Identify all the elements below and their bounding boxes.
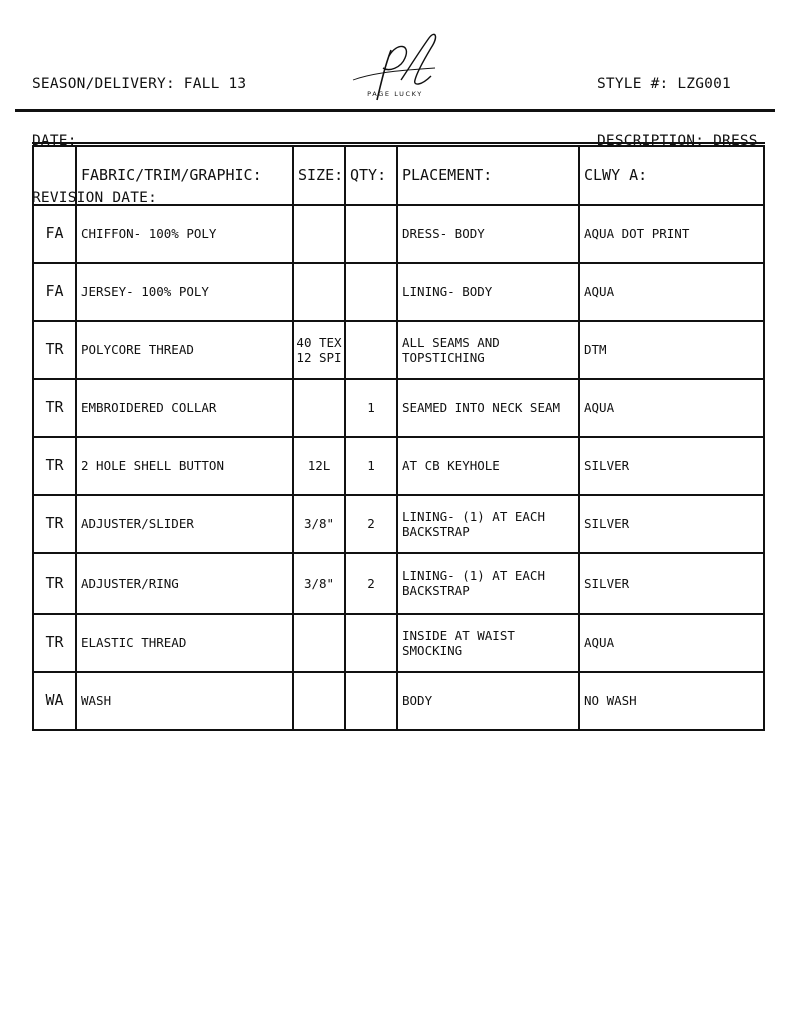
row-qty: 1 xyxy=(345,437,397,495)
row-qty xyxy=(345,263,397,321)
row-item: WASH xyxy=(76,672,293,730)
table-header-row xyxy=(33,145,764,205)
season-delivery: SEASON/DELIVERY: FALL 13 xyxy=(32,76,247,92)
row-item: POLYCORE THREAD xyxy=(76,321,293,379)
row-code: TR xyxy=(33,379,76,437)
bom-table xyxy=(32,142,765,731)
row-code: TR xyxy=(33,437,76,495)
table-row xyxy=(33,205,764,263)
column-header-size: SIZE: xyxy=(293,145,345,205)
row-clwy: AQUA xyxy=(579,614,764,672)
row-size xyxy=(293,379,345,437)
row-size: 3/8" xyxy=(293,553,345,614)
row-code: TR xyxy=(33,495,76,553)
row-code: TR xyxy=(33,553,76,614)
row-qty: 2 xyxy=(345,495,397,553)
revision-date-field: REVISION DATE: xyxy=(32,190,158,206)
table-row xyxy=(33,437,764,495)
row-item: 2 HOLE SHELL BUTTON xyxy=(76,437,293,495)
row-placement: AT CB KEYHOLE xyxy=(397,437,579,495)
column-header-code xyxy=(33,145,76,205)
row-size xyxy=(293,614,345,672)
row-size: 12L xyxy=(293,437,345,495)
row-clwy: SILVER xyxy=(579,437,764,495)
row-item: CHIFFON- 100% POLY xyxy=(76,205,293,263)
table-row xyxy=(33,614,764,672)
row-clwy: SILVER xyxy=(579,495,764,553)
row-code: FA xyxy=(33,263,76,321)
column-header-qty: QTY: xyxy=(345,145,397,205)
row-placement: DRESS- BODY xyxy=(397,205,579,263)
row-clwy: DTM xyxy=(579,321,764,379)
row-qty xyxy=(345,321,397,379)
column-header-clwy: CLWY A: xyxy=(579,145,764,205)
table-row xyxy=(33,321,764,379)
row-size xyxy=(293,263,345,321)
table-row xyxy=(33,263,764,321)
table-row xyxy=(33,672,764,730)
row-placement: ALL SEAMS AND TOPSTICHING xyxy=(397,321,579,379)
header-divider xyxy=(15,109,775,112)
logo-wordmark: PAGE LUCKY xyxy=(367,90,423,98)
date-field: DATE: xyxy=(32,133,77,149)
row-clwy: AQUA DOT PRINT xyxy=(579,205,764,263)
row-item: ADJUSTER/RING xyxy=(76,553,293,614)
column-header-fabric: FABRIC/TRIM/GRAPHIC: xyxy=(76,145,293,205)
row-placement: LINING- (1) AT EACH BACKSTRAP xyxy=(397,495,579,553)
row-placement: INSIDE AT WAIST SMOCKING xyxy=(397,614,579,672)
description: DESCRIPTION: DRESS xyxy=(597,133,758,149)
row-code: WA xyxy=(33,672,76,730)
row-placement: BODY xyxy=(397,672,579,730)
row-item: JERSEY- 100% POLY xyxy=(76,263,293,321)
row-item: EMBROIDERED COLLAR xyxy=(76,379,293,437)
column-header-placement: PLACEMENT: xyxy=(397,145,579,205)
row-item: ELASTIC THREAD xyxy=(76,614,293,672)
row-item: ADJUSTER/SLIDER xyxy=(76,495,293,553)
table-row xyxy=(33,553,764,614)
table-body xyxy=(33,205,764,730)
row-qty xyxy=(345,614,397,672)
table-row xyxy=(33,379,764,437)
row-size: 3/8" xyxy=(293,495,345,553)
row-placement: SEAMED INTO NECK SEAM xyxy=(397,379,579,437)
row-size xyxy=(293,205,345,263)
row-clwy: AQUA xyxy=(579,379,764,437)
row-qty: 1 xyxy=(345,379,397,437)
table-row xyxy=(33,495,764,553)
row-qty xyxy=(345,672,397,730)
row-code: FA xyxy=(33,205,76,263)
row-placement: LINING- (1) AT EACH BACKSTRAP xyxy=(397,553,579,614)
row-clwy: SILVER xyxy=(579,553,764,614)
style-number: STYLE #: LZG001 xyxy=(597,76,731,92)
row-qty xyxy=(345,205,397,263)
row-size xyxy=(293,672,345,730)
row-size: 40 TEX 12 SPI xyxy=(293,321,345,379)
row-qty: 2 xyxy=(345,553,397,614)
row-clwy: AQUA xyxy=(579,263,764,321)
row-code: TR xyxy=(33,321,76,379)
row-code: TR xyxy=(33,614,76,672)
row-placement: LINING- BODY xyxy=(397,263,579,321)
row-clwy: NO WASH xyxy=(579,672,764,730)
